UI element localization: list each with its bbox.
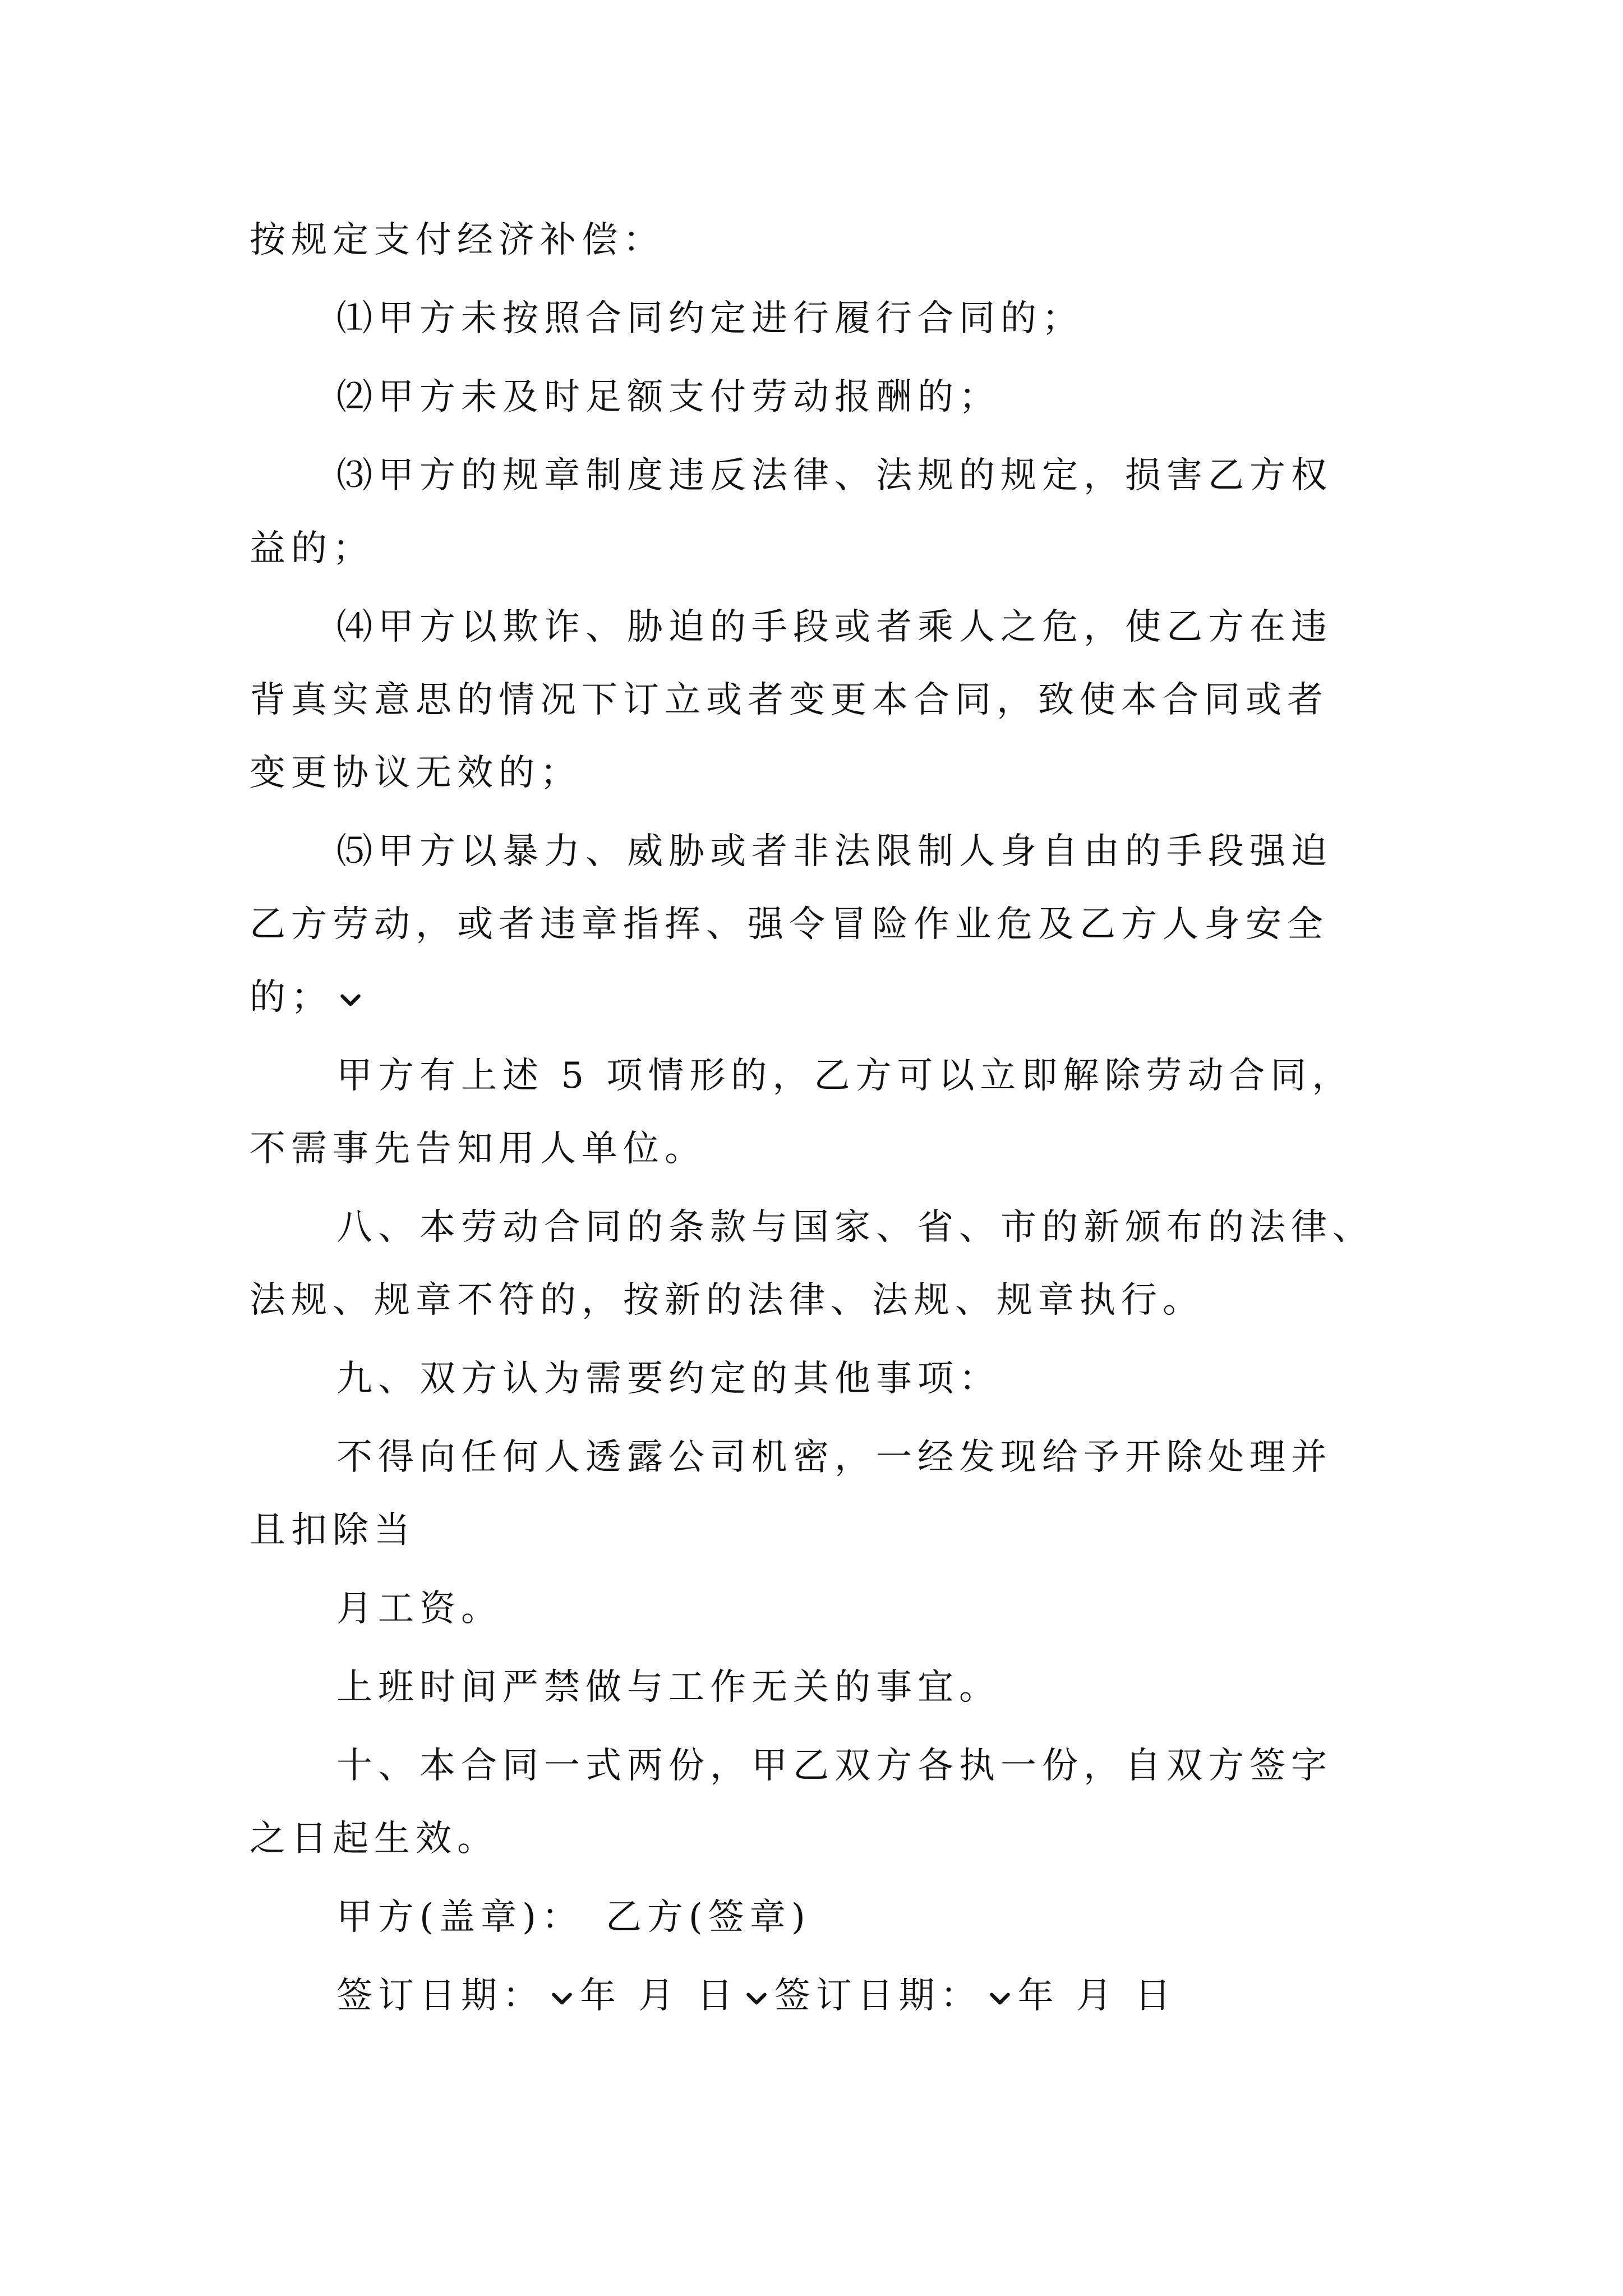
- clause-9: 九、双方认为需要约定的其他事项：: [336, 1358, 1000, 1400]
- list-item-4-cont: 背真实意思的情况下订立或者变更本合同，致使本合同或者: [250, 679, 1329, 721]
- clause-9-item-2: 上班时间严禁做与工作无关的事宜。: [336, 1667, 1000, 1708]
- signing-date-a: 年 月 日: [580, 1975, 739, 2017]
- party-b-seal: 乙方(签章): [605, 1897, 811, 1938]
- list-item-3-cont: 益的；: [250, 528, 374, 569]
- clause-9-item-1: 不得向任何人透露公司机密，一经发现给予开除处理并: [336, 1437, 1332, 1478]
- chevron-down-icon: [338, 988, 363, 1013]
- chevron-down-icon: [744, 1986, 769, 2011]
- list-item-4: ⑷甲方以欺诈、胁迫的手段或者乘人之危，使乙方在违: [336, 606, 1332, 648]
- party-seals: [336, 1889, 811, 1945]
- list-item-5-cont: 乙方劳动，或者违章指挥、强令冒险作业危及乙方人身安全: [250, 904, 1329, 945]
- list-item-3: ⑶甲方的规章制度违反法律、法规的规定，损害乙方权: [336, 455, 1332, 496]
- list-item-1: ⑴甲方未按照合同约定进行履行合同的；: [336, 298, 1083, 339]
- signing-date-label-b: 签订日期：: [774, 1975, 982, 2017]
- clause-8: 八、本劳动合同的条款与国家、省、市的新颁布的法律、: [336, 1207, 1374, 1248]
- list-item-5-end: 的；: [250, 977, 333, 1018]
- paragraph-line: 按规定支付经济补偿：: [250, 219, 665, 261]
- list-item-5: ⑸甲方以暴力、威胁或者非法限制人身自由的手段强迫: [336, 831, 1332, 872]
- clause-8-cont: 法规、规章不符的，按新的法律、法规、规章执行。: [250, 1280, 1204, 1321]
- clause-9-item-1-cont: 月工资。: [336, 1588, 502, 1630]
- list-item-5-cont: [250, 969, 368, 1025]
- chevron-down-icon: [988, 1986, 1012, 2011]
- summary-line: 甲方有上述 5 项情形的，乙方可以立即解除劳动合同，: [336, 1055, 1354, 1097]
- party-a-seal: 甲方(盖章)：: [336, 1897, 583, 1938]
- signing-date-b: 年 月 日: [1017, 1975, 1177, 2017]
- chevron-down-icon: [550, 1986, 574, 2011]
- signing-dates: [336, 1968, 1176, 2024]
- clause-10: 十、本合同一式两份，甲乙双方各执一份，自双方签字: [336, 1745, 1332, 1787]
- clause-10-cont: 之日起生效。: [250, 1818, 499, 1860]
- list-item-2: ⑵甲方未及时足额支付劳动报酬的；: [336, 376, 1000, 418]
- signing-date-label-a: 签订日期：: [336, 1975, 544, 2017]
- summary-line-cont: 不需事先告知用人单位。: [250, 1128, 706, 1170]
- clause-9-item-1-cont: 且扣除当: [250, 1510, 416, 1551]
- list-item-4-cont: 变更协议无效的；: [250, 752, 582, 794]
